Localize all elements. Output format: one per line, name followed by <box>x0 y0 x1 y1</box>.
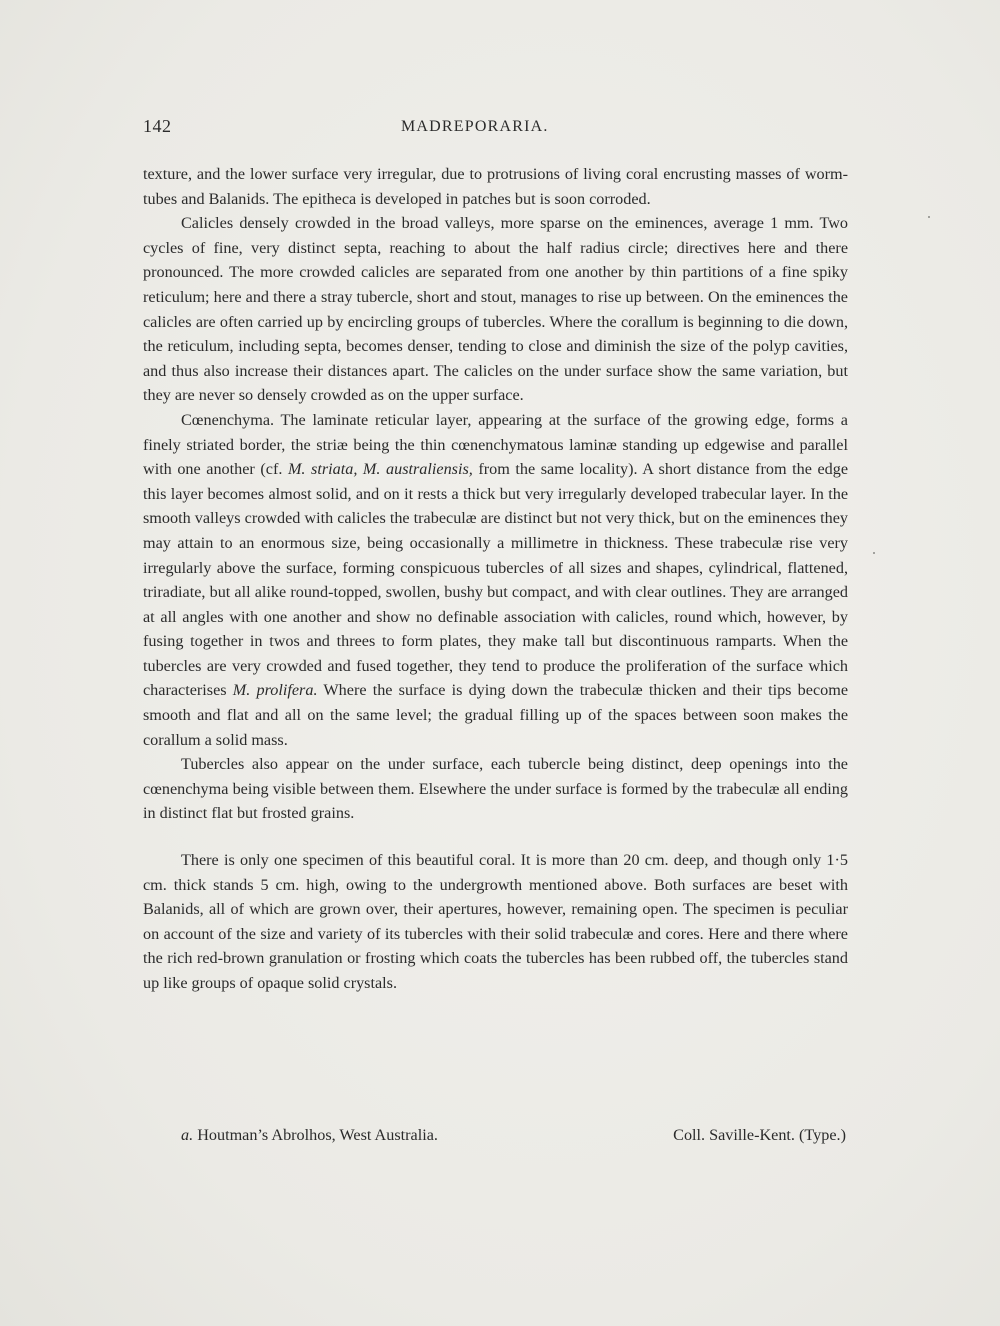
text-run: texture, and the lower surface very irregular, due to protrusions of living coral encrusting masses of worm-tubes and Balanids. The epitheca is developed in patches but is soon corroded. <box>143 165 848 208</box>
text-run: Tubercles also appear on the under surface, each tubercle being distinct, deep openings into the cœnenchyma being visible between them. Elsewhere the under surface is formed by the trabeculæ all ending in distinct flat but frosted grains. <box>143 755 848 823</box>
body-text <box>143 162 848 996</box>
specimen-entry <box>143 1126 848 1150</box>
specimen-collection: Coll. Saville-Kent. (Type.) <box>673 1126 846 1144</box>
italic-taxon-name: M. prolifera. <box>232 681 318 700</box>
text-run: Where the surface is dying down the trabeculæ thicken and their tips become smooth and flat and all on the same level; the gradual filling up of the spaces between soon makes the corallum a solid mass. <box>143 681 848 749</box>
paragraph <box>143 162 848 211</box>
page-number: 142 <box>143 116 172 136</box>
paragraph <box>143 408 848 752</box>
running-head <box>143 116 848 142</box>
text-run: Calicles densely crowded in the broad valleys, more sparse on the eminences, average 1 mm. Two cycles of fine, very distinct septa, reaching to about the half radius circle; directives here and there pronounced. The more crowded calicles are separated from one another by thin partitions of a fine spiky reticulum; here and there a stray tubercle, short and stout, manages to rise up between. On the eminences the calicles are often carried up by encircling groups of tubercles. Where the corallum is beginning to die down, the reticulum, including septa, becomes denser, tending to close and diminish the size of the polyp cavities, and thus also increase their distances apart. The calicles on the under surface show the same variation, but they are never so densely crowded as on the upper surface. <box>143 214 848 405</box>
text-run: There is only one specimen of this beautiful coral. It is more than 20 cm. deep, and though only 1·5 cm. thick stands 5 cm. high, owing to the undergrowth mentioned above. Both surfaces are beset with Balanids, all of which are grown over, their apertures, however, remaining open. The specimen is peculiar on account of the size and variety of its tubercles with their solid trabeculæ and cores. Here and there where the rich red-brown granulation or frosting which coats the tubercles has been rubbed off, the tubercles stand up like groups of opaque solid crystals. <box>143 851 848 992</box>
text-run: Cœnenchyma. The laminate reticular layer, appearing at the surface of the growing edge, forms a finely striated border, the striæ being the thin cœnenchymatous laminæ standing up edgewise and parallel with one another (cf. <box>143 410 848 479</box>
paragraph <box>143 848 848 996</box>
specimen-locality <box>181 1126 438 1145</box>
paper-speck <box>873 552 875 554</box>
specimen-letter: a. <box>181 1126 194 1144</box>
italic-taxon-names: M. striata, M. australiensis, <box>287 460 473 479</box>
running-title: MADREPORARIA. <box>401 118 549 135</box>
text-run: from the same locality). A short distance from the edge this layer becomes almost solid, and on it rests a thick but very irregularly developed trabecular layer. In the smooth valleys crowded with calicles the trabeculæ are distinct but not very thick, but on the eminences they may attain to an enormous size, being occasionally a millimetre in thickness. These trabeculæ rise very irregularly above the surface, forming conspicuous tubercles of all sizes and shapes, cylindrical, flattened, triradiate, but all alike round-topped, swollen, bushy but compact, and with clear outlines. They are arranged at all angles with one another and show no definable association with calicles, round which, however, by fusing together in twos and threes to form plates, they make tall but discontinuous ramparts. When the tubercles are very crowded and fused together, they tend to produce the proliferation of the surface which characterises <box>143 460 848 700</box>
paragraph <box>143 211 848 408</box>
paragraph <box>143 752 848 826</box>
locality-text: Houtman’s Abrolhos, West Australia. <box>193 1126 438 1144</box>
paper-speck <box>928 216 930 218</box>
